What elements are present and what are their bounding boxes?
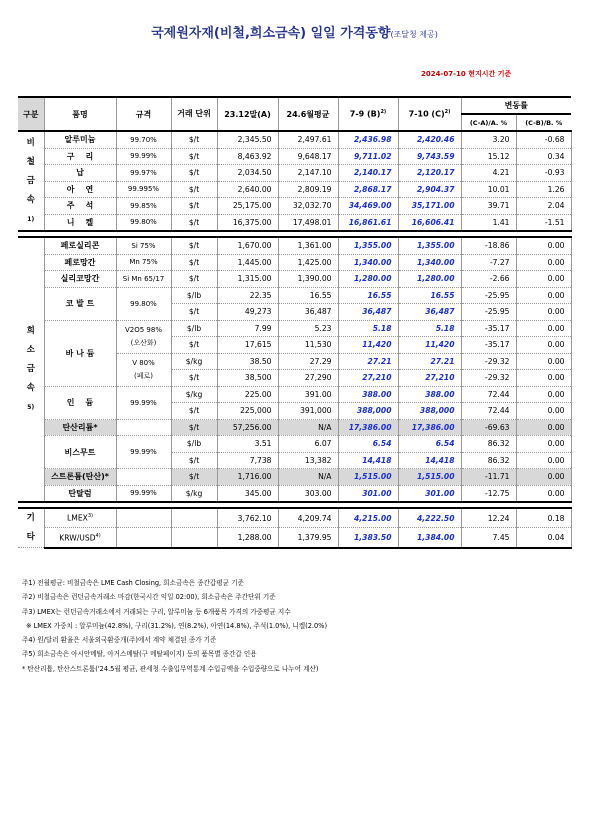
cell-b: 27,210: [338, 370, 398, 387]
title-text: 국제원자재(비철,희소금속) 일일 가격동향: [151, 26, 391, 41]
cell-a: 17,615: [217, 337, 278, 354]
col-unit: 거래 단위: [171, 97, 217, 131]
cell-c: 388,000: [398, 403, 461, 420]
cell-cb: 0.00: [516, 419, 571, 436]
group-note: 5): [27, 404, 35, 411]
cell-unit: $/lb: [171, 287, 217, 304]
table-row: [18, 214, 571, 231]
table-row: [18, 131, 571, 148]
item-spec: 99.99%: [116, 485, 171, 502]
cell-cb: 0.00: [516, 254, 571, 271]
footnote: 주2) 비철금속은 런던금속거래소 마감(한국시간 익일 02:00), 희소금속은 주간단위 기준: [22, 593, 276, 602]
cell-cb: 0.00: [516, 485, 571, 502]
item-name: 바 나 듐: [44, 320, 116, 386]
cell-a: 1,716.00: [217, 469, 278, 486]
cell-cb: 0.00: [516, 353, 571, 370]
cell-ca: -25.95: [461, 304, 516, 321]
cell-b: 1,515.00: [338, 469, 398, 486]
cell-m: 1,425.00: [278, 254, 338, 271]
title-source: (조달청 제공): [390, 30, 438, 39]
spec-line: (오산화): [130, 338, 157, 347]
col-change-ca: (C-A)/A. %: [461, 114, 516, 131]
item-spec: Si Mn 65/17: [116, 271, 171, 288]
group-other: [18, 508, 44, 548]
cell-c: 14,418: [398, 452, 461, 469]
cell-c: 9,743.59: [398, 148, 461, 165]
cell-b: 388,000: [338, 403, 398, 420]
cell-a: 1,670.00: [217, 237, 278, 254]
cell-a: 225,000: [217, 403, 278, 420]
cell-c: 27.21: [398, 353, 461, 370]
cell-ca: 3.20: [461, 131, 516, 148]
cell-unit: $/t: [171, 237, 217, 254]
item-spec: 99.85%: [116, 198, 171, 215]
cell-ca: 4.21: [461, 165, 516, 182]
cell-c: 36,487: [398, 304, 461, 321]
item-sup: 3): [87, 513, 93, 520]
cell-c: 2,904.37: [398, 181, 461, 198]
group-label: 비 철 금 속: [26, 137, 35, 205]
cell-a: 345.00: [217, 485, 278, 502]
table-row: [18, 254, 571, 271]
cell-m: 17,498.01: [278, 214, 338, 231]
group-note: 1): [27, 215, 35, 223]
cell-unit: $/t: [171, 148, 217, 165]
item-name: 알루미늄: [44, 131, 116, 148]
cell-m: 27,290: [278, 370, 338, 387]
cell-c: 11,420: [398, 337, 461, 354]
spec-line: V2O5 98%: [125, 325, 162, 334]
cell-unit: $/t: [171, 165, 217, 182]
table-row: [18, 181, 571, 198]
col-group: 구분: [18, 97, 44, 131]
cell-m: 4,209.74: [278, 508, 338, 528]
cell-ca: -12.75: [461, 485, 516, 502]
cell-c: 1,340.00: [398, 254, 461, 271]
cell-a: 7.99: [217, 320, 278, 337]
cell-ca: -25.95: [461, 287, 516, 304]
cell-b: 2,868.17: [338, 181, 398, 198]
cell-m: 2,809.19: [278, 181, 338, 198]
cell-b: 17,386.00: [338, 419, 398, 436]
spec-line: (페로): [134, 371, 153, 380]
price-table: [18, 96, 572, 549]
cell-c: 35,171.00: [398, 198, 461, 215]
cell-cb: -0.68: [516, 131, 571, 148]
cell-c: 17,386.00: [398, 419, 461, 436]
item-label: KRW/USD: [59, 533, 96, 543]
item-name: 페로망간: [44, 254, 116, 271]
cell-c: 1,515.00: [398, 469, 461, 486]
cell-b: 9,711.02: [338, 148, 398, 165]
group-label: 희 소 금 속: [26, 326, 35, 393]
cell-ca: 86.32: [461, 452, 516, 469]
cell-cb: 0.04: [516, 528, 571, 548]
cell-m: 36,487: [278, 304, 338, 321]
cell-c: 301.00: [398, 485, 461, 502]
cell-unit: $/t: [171, 419, 217, 436]
item-spec: [116, 528, 171, 548]
item-sup: 4): [95, 532, 101, 539]
cell-ca: 39.71: [461, 198, 516, 215]
item-spec: 99.99%: [116, 148, 171, 165]
item-name: 실리코망간: [44, 271, 116, 288]
cell-b: 34,469.00: [338, 198, 398, 215]
cell-cb: 0.00: [516, 337, 571, 354]
cell-b: 1,280.00: [338, 271, 398, 288]
col-item: 품명: [44, 97, 116, 131]
cell-cb: 0.00: [516, 237, 571, 254]
cell-unit: $/t: [171, 403, 217, 420]
cell-a: 22.35: [217, 287, 278, 304]
item-name: 납: [44, 165, 116, 182]
cell-b: 4,215.00: [338, 508, 398, 528]
item-spec: 99.995%: [116, 181, 171, 198]
footnote: 주5) 희소금속은 아시안메탈, 아거스메탈(구 메탈페이지) 등의 품목별 종간갑 인용: [22, 650, 257, 659]
cell-b: 1,383.50: [338, 528, 398, 548]
table-row: [18, 528, 571, 548]
item-spec: 99.99%: [116, 436, 171, 469]
cell-unit: $/kg: [171, 386, 217, 403]
cell-cb: 0.00: [516, 287, 571, 304]
cell-b: 16,861.61: [338, 214, 398, 231]
cell-cb: 0.00: [516, 370, 571, 387]
table-row: [18, 320, 571, 337]
cell-cb: 0.18: [516, 508, 571, 528]
cell-m: 9,648.17: [278, 148, 338, 165]
group-rare: [18, 237, 44, 502]
cell-ca: -69.63: [461, 419, 516, 436]
table-row: [18, 237, 571, 254]
cell-cb: 0.00: [516, 304, 571, 321]
cell-b: 2,140.17: [338, 165, 398, 182]
table-row: [18, 148, 571, 165]
cell-unit: $/kg: [171, 353, 217, 370]
cell-a: 49,273: [217, 304, 278, 321]
cell-ca: -2.66: [461, 271, 516, 288]
page-title: [0, 22, 589, 41]
item-name: 탄탈럼: [44, 485, 116, 502]
cell-unit: $/t: [171, 469, 217, 486]
cell-ca: 10.01: [461, 181, 516, 198]
cell-unit: $/t: [171, 370, 217, 387]
cell-m: 1,390.00: [278, 271, 338, 288]
item-name: 스트론튬(탄산)*: [44, 469, 116, 486]
cell-ca: -11.71: [461, 469, 516, 486]
cell-m: 1,379.95: [278, 528, 338, 548]
item-spec: [116, 353, 171, 386]
cell-m: N/A: [278, 419, 338, 436]
cell-ca: -7.27: [461, 254, 516, 271]
cell-cb: 0.00: [516, 452, 571, 469]
cell-b: 388.00: [338, 386, 398, 403]
cell-a: 2,345.50: [217, 131, 278, 148]
cell-b: 36,487: [338, 304, 398, 321]
item-spec: [116, 320, 171, 353]
item-spec: [116, 469, 171, 486]
item-spec: 99.80%: [116, 287, 171, 320]
table-row: [18, 508, 571, 528]
cell-m: N/A: [278, 469, 338, 486]
cell-unit: $/t: [171, 254, 217, 271]
cell-a: 225.00: [217, 386, 278, 403]
item-spec: 99.80%: [116, 214, 171, 231]
item-unit: [171, 528, 217, 548]
cell-m: 2,147.10: [278, 165, 338, 182]
cell-unit: $/lb: [171, 436, 217, 453]
item-spec: 99.99%: [116, 386, 171, 419]
cell-a: 8,463.92: [217, 148, 278, 165]
cell-ca: -35.17: [461, 337, 516, 354]
cell-c: 5.18: [398, 320, 461, 337]
cell-cb: 2.04: [516, 198, 571, 215]
item-label: LMEX: [67, 513, 88, 523]
item-name: 니 켈: [44, 214, 116, 231]
table-row: [18, 469, 571, 486]
item-name: [44, 528, 116, 548]
cell-ca: 7.45: [461, 528, 516, 548]
cell-ca: -35.17: [461, 320, 516, 337]
spec-line: V 80%: [132, 358, 155, 367]
cell-unit: $/t: [171, 214, 217, 231]
cell-ca: 12.24: [461, 508, 516, 528]
table-row: [18, 198, 571, 215]
cell-ca: 72.44: [461, 403, 516, 420]
cell-unit: $/t: [171, 304, 217, 321]
item-name: 코 발 트: [44, 287, 116, 320]
cell-m: 303.00: [278, 485, 338, 502]
cell-b: 1,340.00: [338, 254, 398, 271]
footnote: 주4) 원/달러 환율은 서울외국환중개(주)에서 계약 체결된 종가 기준: [22, 636, 217, 645]
cell-a: 57,256.00: [217, 419, 278, 436]
cell-a: 38.50: [217, 353, 278, 370]
cell-m: 5.23: [278, 320, 338, 337]
cell-c: 2,420.46: [398, 131, 461, 148]
table-row: [18, 419, 571, 436]
cell-a: 1,315.00: [217, 271, 278, 288]
cell-cb: 0.00: [516, 386, 571, 403]
cell-unit: $/t: [171, 181, 217, 198]
cell-c: 16.55: [398, 287, 461, 304]
table-row: [18, 287, 571, 304]
item-spec: 99.97%: [116, 165, 171, 182]
item-spec: Si 75%: [116, 237, 171, 254]
cell-c: 1,280.00: [398, 271, 461, 288]
group-label: 기 타: [26, 513, 35, 542]
cell-ca: 1.41: [461, 214, 516, 231]
cell-unit: $/t: [171, 452, 217, 469]
col-a: 23.12말(A): [217, 97, 278, 131]
cell-unit: $/t: [171, 198, 217, 215]
footnotes: [22, 576, 327, 676]
item-name: 탄산리튬*: [44, 419, 116, 436]
cell-a: 3,762.10: [217, 508, 278, 528]
cell-cb: -1.51: [516, 214, 571, 231]
col-b: 7-9 $(B)^{2)}$: [338, 97, 398, 131]
rare-section: [18, 237, 571, 502]
cell-a: 2,034.50: [217, 165, 278, 182]
cell-a: 7,738: [217, 452, 278, 469]
cell-unit: $/kg: [171, 485, 217, 502]
col-spec: 규격: [116, 97, 171, 131]
item-name: [44, 508, 116, 528]
cell-cb: -0.93: [516, 165, 571, 182]
cell-ca: -29.32: [461, 370, 516, 387]
cell-b: 1,355.00: [338, 237, 398, 254]
cell-ca: -18.86: [461, 237, 516, 254]
nonferrous-section: [18, 131, 571, 231]
cell-b: 27.21: [338, 353, 398, 370]
item-name: 구 리: [44, 148, 116, 165]
cell-c: 16,606.41: [398, 214, 461, 231]
footnote: 주1) 전월평균: 비철금속은 LME Cash Closing, 희소금속은 종간갑평균 기준: [22, 579, 244, 587]
cell-cb: 0.00: [516, 271, 571, 288]
item-spec: [116, 419, 171, 436]
cell-cb: 0.00: [516, 320, 571, 337]
cell-cb: 0.00: [516, 469, 571, 486]
item-unit: [171, 508, 217, 528]
cell-a: 1,445.00: [217, 254, 278, 271]
item-name: 페로실리콘: [44, 237, 116, 254]
cell-m: 391,000: [278, 403, 338, 420]
col-c: 7-10 $(C)^{2)}$: [398, 97, 461, 131]
item-spec: [116, 508, 171, 528]
cell-ca: -29.32: [461, 353, 516, 370]
footnote: ※ LMEX 가중치 : 알루미늄(42.8%), 구리(31.2%), 연(8.2%), 아연(14.8%), 주석(1.0%), 니켈(2.0%): [26, 621, 328, 630]
cell-b: 11,420: [338, 337, 398, 354]
cell-unit: $/lb: [171, 320, 217, 337]
cell-a: 25,175.00: [217, 198, 278, 215]
cell-m: 32,032.70: [278, 198, 338, 215]
cell-ca: 86.32: [461, 436, 516, 453]
item-spec: 99.70%: [116, 131, 171, 148]
cell-c: 2,120.17: [398, 165, 461, 182]
cell-c: 27,210: [398, 370, 461, 387]
cell-c: 1,355.00: [398, 237, 461, 254]
cell-m: 2,497.61: [278, 131, 338, 148]
cell-m: 6.07: [278, 436, 338, 453]
cell-cb: 0.00: [516, 403, 571, 420]
cell-ca: 15.12: [461, 148, 516, 165]
cell-c: 388.00: [398, 386, 461, 403]
cell-m: 11,530: [278, 337, 338, 354]
table-row: [18, 436, 571, 453]
group-nonferrous: [18, 131, 44, 231]
table-row: [18, 485, 571, 502]
footnote: 주3) LMEX는 런던금속거래소에서 거래되는 구리, 알루미늄 등 6개품목 가격의 가중평균 지수: [22, 607, 291, 616]
table-row: [18, 165, 571, 182]
col-change: 변동률: [461, 97, 571, 114]
cell-a: 38,500: [217, 370, 278, 387]
item-name: 비스무트: [44, 436, 116, 469]
cell-m: 391.00: [278, 386, 338, 403]
cell-c: 1,384.00: [398, 528, 461, 548]
cell-unit: $/t: [171, 131, 217, 148]
cell-m: 16.55: [278, 287, 338, 304]
cell-b: 6.54: [338, 436, 398, 453]
date-note: 2024-07-10 현지시간 기준: [421, 70, 512, 78]
col-b1: 24.6월평균: [278, 97, 338, 131]
col-change-cb: (C-B)/B. %: [516, 114, 571, 131]
table-row: [18, 386, 571, 403]
cell-a: 3.51: [217, 436, 278, 453]
cell-b: 2,436.98: [338, 131, 398, 148]
cell-unit: $/t: [171, 271, 217, 288]
cell-cb: 0.00: [516, 436, 571, 453]
cell-unit: $/t: [171, 337, 217, 354]
cell-a: 2,640.00: [217, 181, 278, 198]
cell-a: 16,375.00: [217, 214, 278, 231]
cell-a: 1,288.00: [217, 528, 278, 548]
cell-b: 14,418: [338, 452, 398, 469]
other-section: [18, 508, 571, 548]
cell-c: 6.54: [398, 436, 461, 453]
header-row-1: [18, 97, 571, 114]
cell-m: 13,382: [278, 452, 338, 469]
cell-c: 4,222.50: [398, 508, 461, 528]
cell-b: 5.18: [338, 320, 398, 337]
footnote: * 탄산리튬, 탄산스트론튬('24.5월 평균, 관세청 수출입무역통계 수입금액을 수입중량으로 나누어 계산): [22, 664, 319, 673]
cell-b: 16.55: [338, 287, 398, 304]
cell-ca: 72.44: [461, 386, 516, 403]
cell-b: 301.00: [338, 485, 398, 502]
item-name: 인 듐: [44, 386, 116, 419]
item-spec: Mn 75%: [116, 254, 171, 271]
cell-m: 27.29: [278, 353, 338, 370]
item-name: 아 연: [44, 181, 116, 198]
cell-cb: 1.26: [516, 181, 571, 198]
cell-cb: 0.34: [516, 148, 571, 165]
table-row: [18, 271, 571, 288]
item-name: 주 석: [44, 198, 116, 215]
cell-m: 1,361.00: [278, 237, 338, 254]
